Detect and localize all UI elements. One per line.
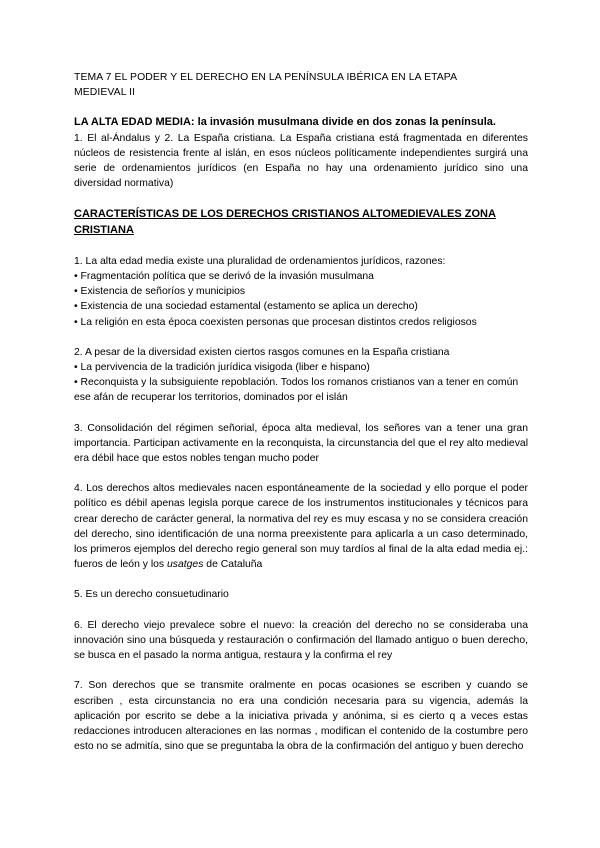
item4-italic-term: usatges [167, 559, 204, 571]
item4-main-text: 4. Los derechos altos medievales nacen espontáneamente de la sociedad y ello porque el poder político es débil apenas legisla porque carece de los instrumentos institucionales y técnicos para crear derecho de carácter general, la normativa del rey es muy escasa y no se considera creación del derecho, sino identificación de una norma preexistente para aplicarla a un caso determinado, los primeros ejemplos del derecho regio general son muy tardíos al final de la alta edad media ej.: fueros de león y los [74, 483, 528, 571]
document-title [74, 70, 528, 100]
item5-paragraph: 5. Es un derecho consuetudinario [74, 589, 229, 601]
section1-text: 1. El al-Ándalus y 2. La España cristiana. La España cristiana está fragmentada en diferentes núcleos de resistencia frente al islán, en esos núcleos políticamente independientes surgirá una serie de ordenamientos jurídicos (en España no hay una ordenamiento jurídico sino una diversidad normativa) [74, 132, 528, 190]
item1-bullet: • Existencia de una sociedad estamental (estamento se aplica un derecho) [74, 301, 418, 313]
item2-intro: 2. A pesar de la diversidad existen ciertos rasgos comunes en la España cristiana [74, 346, 450, 358]
item6-paragraph: 6. El derecho viejo prevalece sobre el nuevo: la creación del derecho no se consideraba una innovación sino una búsqueda y restauración o confirmación del llamado antiguo o buen derecho, se busca en el pasado la norma antigua, restaura y la confirma el rey [74, 619, 528, 662]
item4-paragraph [74, 481, 528, 572]
item3-paragraph: 3. Consolidación del régimen señorial, época alta medieval, los señores van a tener una gran importancia. Participan activamente en la reconquista, la circunstancia del que el rey alto medieval era débil hace que estos nobles tengan mucho poder [74, 422, 528, 465]
item1-bullet: • Existencia de señoríos y municipios [74, 286, 246, 298]
title-line-2: MEDIEVAL II [74, 87, 136, 99]
item2-bullet: • Reconquista y la subsiguiente repoblación. Todos los romanos cristianos van a tener en común ese afán de recuperar los territorios, dominados por el islán [74, 377, 519, 404]
item7-paragraph: 7. Son derechos que se transmite oralmente en pocas ocasiones se escriben y cuando se escriben , esta circunstancia no era una condición necesaria para su vigencia, además la aplicación por escrito se debe a la iniciativa privada y anónima, si es cierto q a veces estas redacciones introducen alteraciones en las normas , modifican el contenido de la costumbre pero esto no se admitía, sino que se preguntaba la obra de la confirmación del antiguo y buen derecho [74, 680, 528, 753]
document-page [74, 70, 528, 754]
section2-heading: CARACTERÍSTICAS DE LOS DERECHOS CRISTIANOS ALTOMEDIEVALES ZONA CRISTIANA [74, 208, 496, 236]
section1-heading: LA ALTA EDAD MEDIA: la invasión musulmana divide en dos zonas la península. [74, 116, 496, 129]
item2-bullet: • La pervivencia de la tradición jurídica visigoda (liber e hispano) [74, 362, 370, 374]
item1-intro: 1. La alta edad media existe una pluralidad de ordenamientos jurídicos, razones: [74, 255, 446, 267]
item1-bullet: • La religión en esta época coexisten personas que procesan distintos credos religiosos [74, 316, 477, 328]
title-line-1: TEMA 7 EL PODER Y EL DERECHO EN LA PENÍNSULA IBÉRICA EN LA ETAPA [74, 72, 458, 83]
item1-bullet: • Fragmentación política que se derivó de la invasión musulmana [74, 271, 374, 283]
item4-end-text: de Cataluña [206, 559, 263, 571]
